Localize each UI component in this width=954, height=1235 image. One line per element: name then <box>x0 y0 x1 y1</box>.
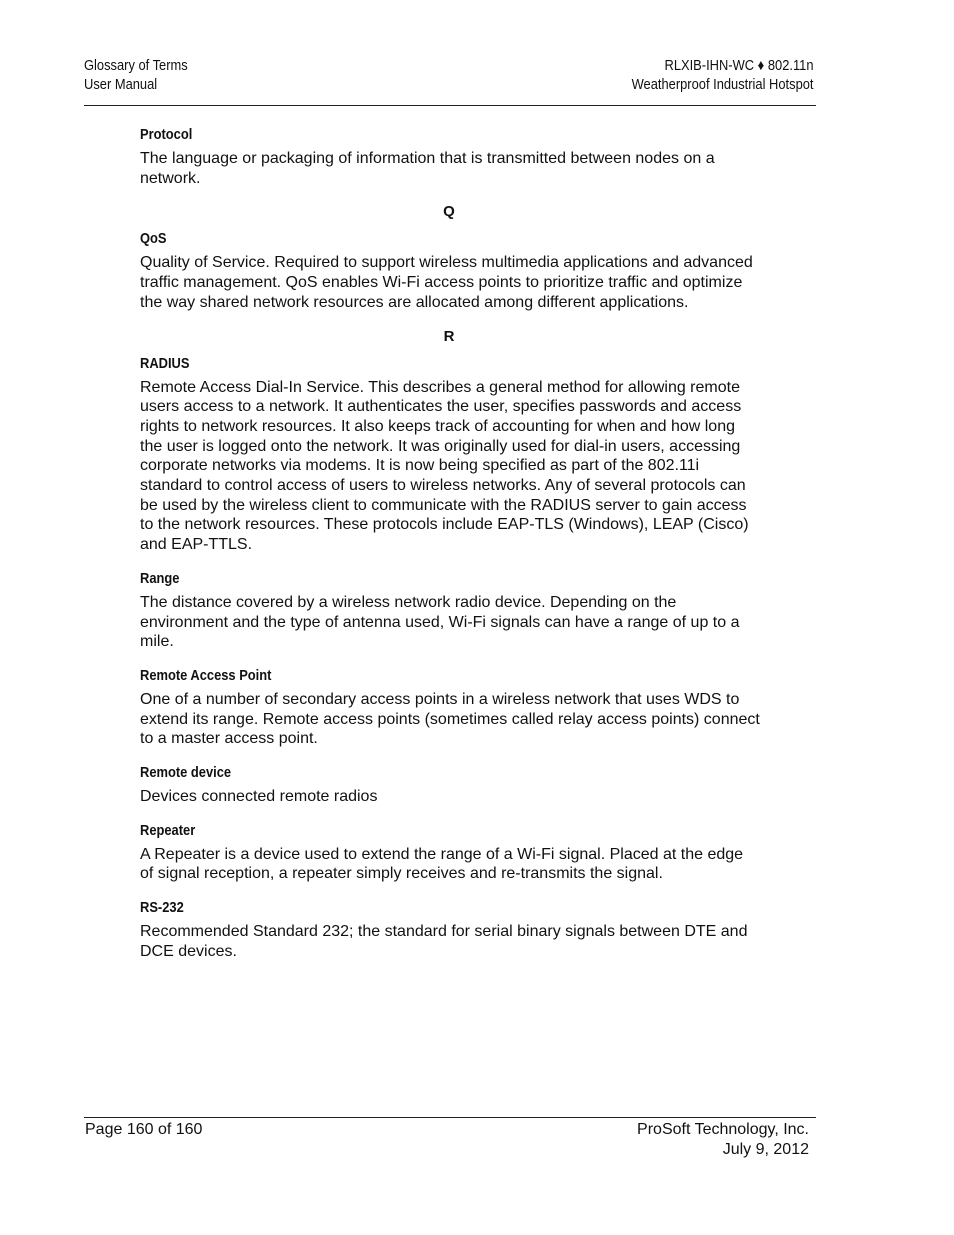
term-definition: Recommended Standard 232; the standard for serial binary signals between DTE and DCE devices. <box>140 923 748 960</box>
product-model: RLXIB-IHN-WC ♦ 802.11n <box>664 57 814 74</box>
chapter-title: Glossary of Terms <box>84 57 188 74</box>
term-definition: Remote Access Dial-In Service. This describes a general method for allowing remote users access to a network. It authenticates the user, specifies passwords and access rights to network resources. It also keeps track of accounting for when and how long the user is logged onto the network. It was originally used for dial-in users, accessing corporate networks via modems. It is now being specified as part of the 802.11i standard to control access of users to wireless networks. Any of several protocols can be used by the wireless client to communicate with the RADIUS server to gain access to the network resources. These protocols include EAP-TLS (Windows), LEAP (Cisco) and EAP-TTLS. <box>140 378 749 554</box>
glossary-content <box>140 125 760 976</box>
page-number: Page 160 of 160 <box>85 1121 203 1138</box>
glossary-entry-range <box>140 569 760 652</box>
term-heading: QoS <box>140 230 167 248</box>
term-definition: Devices connected remote radios <box>140 788 378 806</box>
glossary-entry-remote-device <box>140 763 760 807</box>
product-name: Weatherproof Industrial Hotspot <box>632 76 814 93</box>
glossary-entry-radius <box>140 354 760 555</box>
company-name: ProSoft Technology, Inc. <box>637 1121 809 1138</box>
term-definition: One of a number of secondary access points in a wireless network that uses WDS to extend its range. Remote access points (sometimes called relay access points) connect to a master access point. <box>140 690 760 748</box>
term-heading: Protocol <box>140 126 193 143</box>
term-heading: Repeater <box>140 821 196 839</box>
footer-right <box>637 1120 809 1160</box>
term-heading: Remote Access Point <box>140 666 272 684</box>
term-heading: RADIUS <box>140 354 190 372</box>
header-divider <box>84 105 816 106</box>
glossary-entry-qos <box>140 229 760 312</box>
glossary-entry-remote-access-point <box>140 666 760 749</box>
term-definition: A Repeater is a device used to extend the range of a Wi-Fi signal. Placed at the edge of signal reception, a repeater simply receives and re-transmits the signal. <box>140 845 744 883</box>
glossary-entry-repeater <box>140 821 760 884</box>
glossary-entry-rs232 <box>140 898 760 961</box>
footer-divider <box>84 1117 816 1118</box>
manual-type: User Manual <box>84 76 158 93</box>
term-definition: The language or packaging of information that is transmitted between nodes on a network. <box>140 150 715 187</box>
term-heading: Remote device <box>140 764 232 782</box>
term-definition: The distance covered by a wireless network radio device. Depending on the environment and the type of antenna used, Wi-Fi signals can have a range of up to a mile. <box>140 593 740 651</box>
publication-date: July 9, 2012 <box>722 1141 809 1158</box>
glossary-entry-protocol <box>140 125 760 188</box>
header-right <box>632 56 814 94</box>
term-heading: RS-232 <box>140 899 184 917</box>
section-letter-q: Q <box>443 203 455 221</box>
header-left <box>84 56 188 94</box>
term-definition: Quality of Service. Required to support wireless multimedia applications and advanced traffic management. QoS enables Wi-Fi access points to prioritize traffic and optimize the way shared network resources are allocated among different applications. <box>140 254 753 311</box>
term-heading: Range <box>140 569 180 587</box>
section-letter-r: R <box>443 327 455 345</box>
